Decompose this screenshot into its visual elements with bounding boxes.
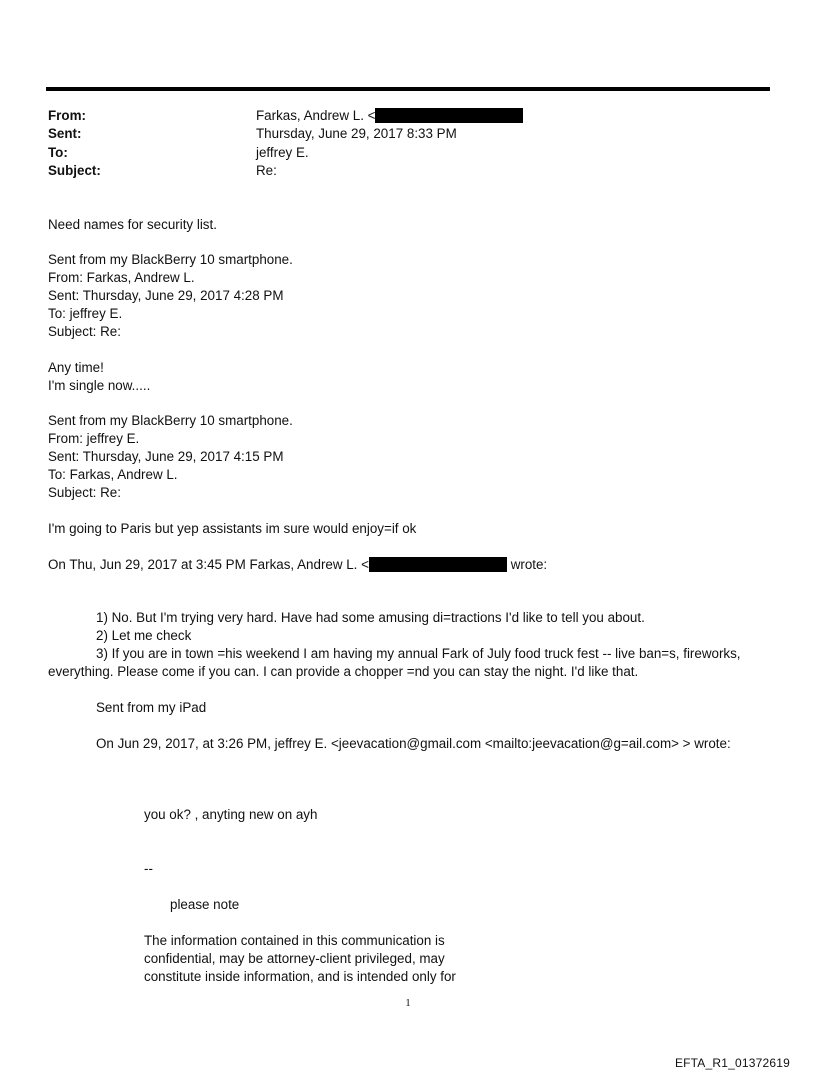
from-value (256, 107, 523, 125)
sent-value: Thursday, June 29, 2017 8:33 PM (256, 126, 457, 141)
forward-line: Sent from my BlackBerry 10 smartphone. (48, 413, 293, 428)
redaction-box (369, 557, 507, 572)
signature-divider: -- (144, 861, 153, 876)
body-line: Need names for security list. (48, 217, 217, 232)
sent-label: Sent: (48, 126, 82, 141)
forward-line: Subject: Re: (48, 485, 121, 500)
forward-line: Sent: Thursday, June 29, 2017 4:28 PM (48, 288, 284, 303)
bates-number: EFTA_R1_01372619 (674, 1056, 790, 1070)
quoted-line: 2) Let me check (96, 628, 192, 643)
forward-line: To: jeffrey E. (48, 306, 123, 321)
disclaimer-heading: please note (170, 897, 240, 912)
forward-line: Sent from my BlackBerry 10 smartphone. (48, 252, 293, 267)
forward-line: From: Farkas, Andrew L. (48, 270, 195, 285)
forward-line: From: jeffrey E. (48, 431, 140, 446)
quoted-line: On Jun 29, 2017, at 3:26 PM, jeffrey E. <jeevacation@gmail.com <mailto:jeevacation@g=ail.com> > wrote: (96, 736, 731, 751)
body-line: Any time! (48, 360, 104, 375)
quoted-line: you ok? , anyting new on ayh (144, 807, 318, 822)
quoted-line: everything. Please come if you can. I can provide a chopper =nd you can stay the night. I'd like that. (48, 664, 639, 679)
from-label: From: (48, 108, 86, 123)
subject-value: Re: (256, 163, 277, 178)
to-label: To: (48, 145, 68, 160)
body-line: I'm going to Paris but yep assistants im sure would enjoy=if ok (48, 521, 417, 536)
redaction-box (375, 108, 523, 123)
to-value: jeffrey E. (256, 145, 309, 160)
forward-line: To: Farkas, Andrew L. (48, 467, 178, 482)
quoted-line: 1) No. But I'm trying very hard. Have had some amusing di=tractions I'd like to tell you about. (96, 610, 645, 625)
quote-header-line (48, 556, 547, 574)
quote-header-text: On Thu, Jun 29, 2017 at 3:45 PM Farkas, Andrew L. < (48, 557, 369, 572)
quote-header-wrote: wrote: (510, 557, 548, 572)
page-number: 1 (405, 997, 411, 1009)
quoted-line: 3) If you are in town =his weekend I am having my annual Fark of July food truck fest -- live ban=s, fireworks, (96, 646, 741, 661)
subject-label: Subject: (48, 163, 101, 178)
body-line: I'm single now..... (48, 378, 151, 393)
disclaimer-line: confidential, may be attorney-client privileged, may (144, 951, 445, 966)
from-name: Farkas, Andrew L. < (256, 108, 376, 123)
forward-line: Subject: Re: (48, 324, 121, 339)
disclaimer-line: constitute inside information, and is intended only for (144, 969, 456, 984)
disclaimer-line: The information contained in this communication is (144, 933, 445, 948)
header-rule (46, 87, 770, 91)
quoted-line: Sent from my iPad (96, 700, 207, 715)
forward-line: Sent: Thursday, June 29, 2017 4:15 PM (48, 449, 284, 464)
